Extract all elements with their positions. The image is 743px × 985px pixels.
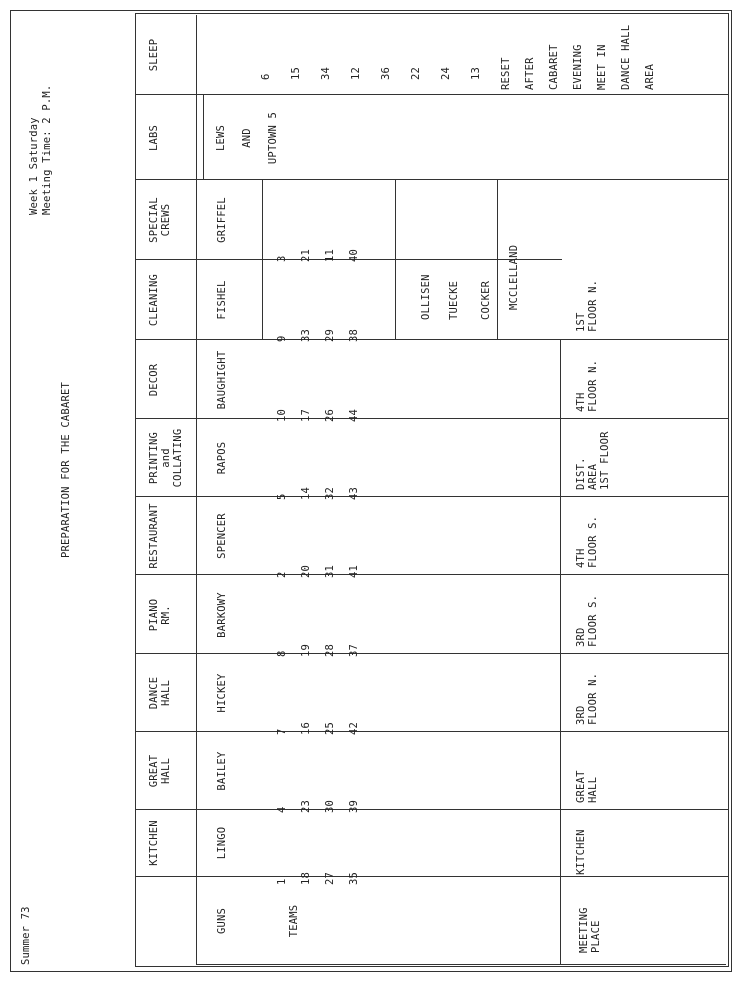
col-line-8 bbox=[135, 339, 729, 340]
guns-label: GUNS bbox=[216, 907, 228, 935]
column-header: KITCHEN bbox=[148, 820, 160, 866]
team-number: 33 bbox=[300, 328, 312, 342]
team-number: 4 bbox=[276, 806, 288, 813]
team-number: 8 bbox=[276, 650, 288, 657]
team-leader: BARKOWY bbox=[216, 592, 228, 638]
team-number: 11 bbox=[324, 248, 336, 262]
table-border bbox=[135, 13, 729, 967]
team-number: 43 bbox=[348, 486, 360, 500]
col-line-2 bbox=[135, 809, 729, 810]
col-line-10 bbox=[135, 179, 729, 180]
team-number: 25 bbox=[324, 721, 336, 735]
meeting-place: 4TH FLOOR N. bbox=[575, 359, 599, 412]
col-line-5 bbox=[135, 574, 729, 575]
sleep-number: 34 bbox=[320, 66, 332, 80]
sleep-note: AFTER bbox=[524, 57, 536, 90]
meeting-place: DIST. AREA 1ST FLOOR bbox=[575, 431, 611, 490]
special-divider-b bbox=[395, 180, 396, 340]
meeting-place: KITCHEN bbox=[575, 829, 587, 875]
sleep-note: RESET bbox=[500, 57, 512, 90]
team-number: 44 bbox=[348, 408, 360, 422]
column-header: DANCE HALL bbox=[148, 676, 172, 710]
special-divider-a bbox=[262, 180, 263, 340]
special-crew-name: COCKER bbox=[480, 280, 492, 320]
sleep-number: 6 bbox=[260, 73, 272, 80]
team-number: 40 bbox=[348, 248, 360, 262]
summer-label: Summer 73 bbox=[20, 906, 32, 965]
col-line-4 bbox=[135, 653, 729, 654]
col-line-7 bbox=[135, 418, 729, 419]
team-leader: LINGO bbox=[216, 826, 228, 860]
meeting-place-label: MEETING PLACE bbox=[578, 907, 602, 953]
special-crew-name: MCCLELLAND bbox=[508, 244, 520, 310]
column-header: CLEANING bbox=[148, 273, 160, 327]
special-crew-name: TUECKE bbox=[448, 280, 460, 320]
team-leader: RAPOS bbox=[216, 441, 228, 475]
sleep-number: 24 bbox=[440, 66, 452, 80]
team-number: 26 bbox=[324, 408, 336, 422]
team-number: 21 bbox=[300, 248, 312, 262]
sleep-number: 15 bbox=[290, 66, 302, 80]
team-number: 42 bbox=[348, 721, 360, 735]
sleep-number: 22 bbox=[410, 66, 422, 80]
team-number: 2 bbox=[276, 571, 288, 578]
col-line-1 bbox=[135, 876, 729, 877]
special-divider-c bbox=[497, 180, 498, 340]
team-leader: GRIFFEL bbox=[216, 197, 228, 243]
team-number: 27 bbox=[324, 871, 336, 885]
team-number: 32 bbox=[324, 486, 336, 500]
meeting-place: 1ST FLOOR N. bbox=[575, 279, 599, 332]
sleep-note: DANCE HALL bbox=[620, 24, 632, 90]
team-number: 31 bbox=[324, 564, 336, 578]
team-number: 41 bbox=[348, 564, 360, 578]
sleep-note: EVENING bbox=[572, 44, 584, 90]
special-crew-name: OLLISEN bbox=[420, 274, 432, 320]
labs-text: AND bbox=[241, 128, 253, 148]
team-number: 9 bbox=[276, 335, 288, 342]
meeting-time: Meeting Time: 2 P.M. bbox=[41, 84, 53, 215]
team-number: 23 bbox=[300, 799, 312, 813]
team-number: 7 bbox=[276, 728, 288, 735]
team-number: 16 bbox=[300, 721, 312, 735]
team-number: 38 bbox=[348, 328, 360, 342]
team-number: 14 bbox=[300, 486, 312, 500]
column-header: SLEEP bbox=[148, 38, 160, 72]
column-header: LABS bbox=[148, 124, 160, 152]
team-number: 17 bbox=[300, 408, 312, 422]
table-left-edge bbox=[196, 964, 726, 965]
header-row-divider bbox=[196, 15, 197, 965]
team-number: 37 bbox=[348, 643, 360, 657]
team-leader: BAILEY bbox=[216, 751, 228, 791]
team-number: 20 bbox=[300, 564, 312, 578]
sleep-number: 36 bbox=[380, 66, 392, 80]
team-number: 10 bbox=[276, 408, 288, 422]
document-title: PREPARATION FOR THE CABARET bbox=[60, 381, 72, 559]
team-leader: SPENCER bbox=[216, 513, 228, 559]
team-number: 30 bbox=[324, 799, 336, 813]
meeting-row-divider-mid bbox=[560, 340, 561, 555]
team-leader: FISHEL bbox=[216, 280, 228, 320]
column-header: RESTAURANT bbox=[148, 503, 160, 569]
team-number: 3 bbox=[276, 255, 288, 262]
labs-divider bbox=[203, 95, 204, 180]
col-line-6 bbox=[135, 496, 729, 497]
column-header: GREAT HALL bbox=[148, 754, 172, 788]
team-number: 39 bbox=[348, 799, 360, 813]
team-number: 29 bbox=[324, 328, 336, 342]
team-number: 19 bbox=[300, 643, 312, 657]
meeting-row-divider-left bbox=[560, 555, 561, 965]
team-number: 28 bbox=[324, 643, 336, 657]
column-header: DECOR bbox=[148, 363, 160, 397]
col-line-11 bbox=[135, 94, 729, 95]
team-number: 5 bbox=[276, 493, 288, 500]
sleep-number: 13 bbox=[470, 66, 482, 80]
team-number: 18 bbox=[300, 871, 312, 885]
meeting-place: 4TH FLOOR S. bbox=[575, 515, 599, 568]
team-number: 35 bbox=[348, 871, 360, 885]
sleep-note: MEET IN bbox=[596, 44, 608, 90]
team-number: 1 bbox=[276, 878, 288, 885]
labs-text: UPTOWN 5 bbox=[267, 111, 279, 165]
labs-text: LEWS bbox=[215, 124, 227, 152]
meeting-place: 3RD FLOOR N. bbox=[575, 672, 599, 725]
column-header: PRINTING and COLLATING bbox=[148, 428, 184, 488]
sleep-note: AREA bbox=[644, 63, 656, 90]
week-label: Week 1 Saturday bbox=[28, 117, 40, 215]
team-leader: HICKEY bbox=[216, 673, 228, 713]
meeting-place: 3RD FLOOR S. bbox=[575, 594, 599, 647]
col-line-3 bbox=[135, 731, 729, 732]
sleep-note: CABARET bbox=[548, 44, 560, 90]
column-header: PIANO RM. bbox=[148, 598, 172, 632]
team-leader: BAUGHIGHT bbox=[216, 350, 228, 410]
meeting-place: GREAT HALL bbox=[575, 770, 599, 803]
sleep-number: 12 bbox=[350, 66, 362, 80]
column-header: SPECIAL CREWS bbox=[148, 197, 172, 243]
teams-label: TEAMS bbox=[288, 904, 300, 938]
